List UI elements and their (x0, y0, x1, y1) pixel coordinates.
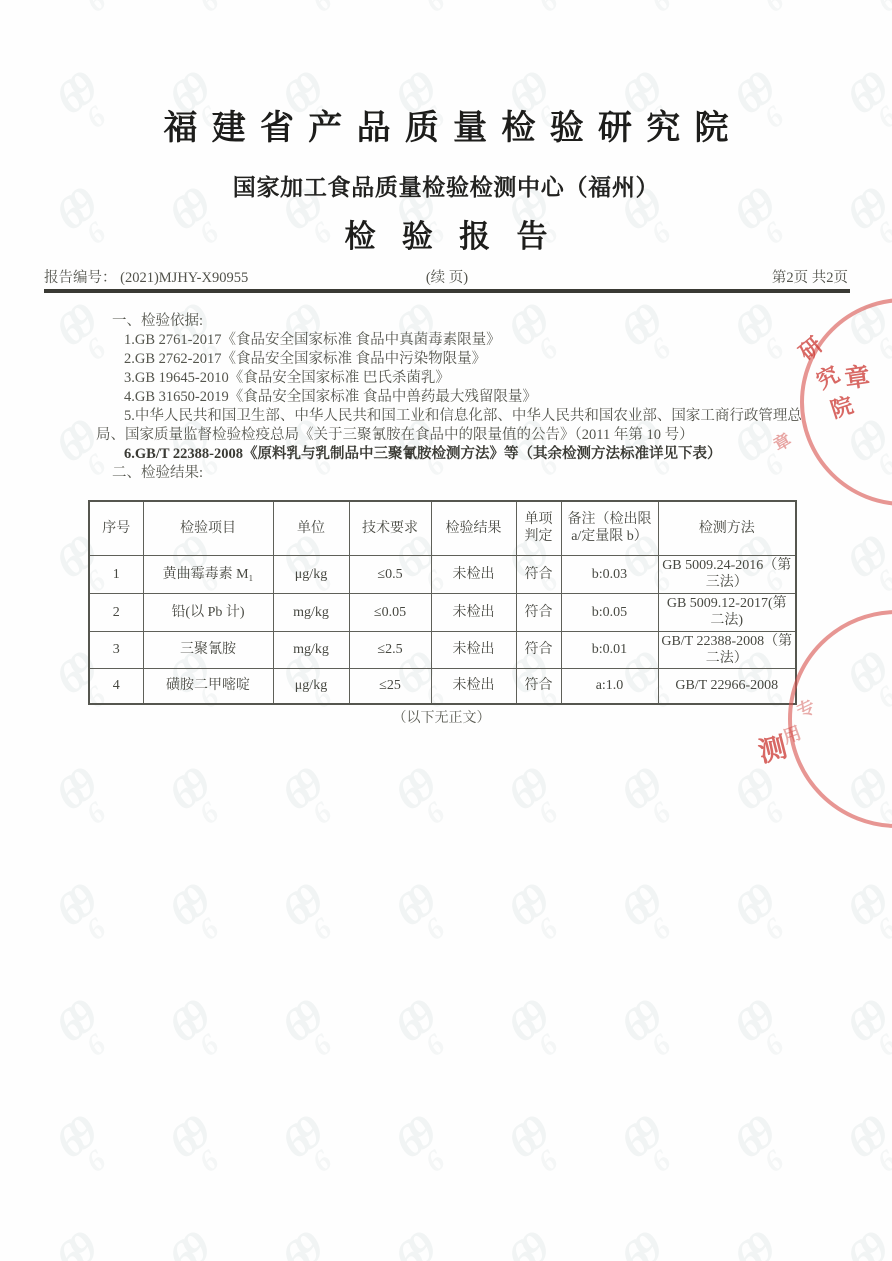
cell-result: 未检出 (431, 631, 516, 668)
cell-item: 三聚氰胺 (143, 631, 273, 668)
cell-unit: μg/kg (273, 555, 349, 593)
cell-method: GB 5009.12-2017(第二法) (658, 593, 796, 631)
doc-title: 检验报告 (344, 219, 574, 254)
center-title: 国家加工食品质量检验检测中心（福州） (232, 175, 660, 200)
col-requirement: 技术要求 (349, 501, 431, 555)
cell-item: 磺胺二甲嘧啶 (143, 668, 273, 704)
basis-item: 2.GB 2762-2017《食品安全国家标准 食品中污染物限量》 (124, 351, 487, 367)
cell-seq: 2 (89, 593, 143, 631)
report-number-label: 报告编号： (44, 270, 117, 286)
header-rule (44, 289, 850, 293)
basis-item: 3.GB 19645-2010《食品安全国家标准 巴氏杀菌乳》 (124, 370, 450, 386)
basis-item: 5.中华人民共和国卫生部、中华人民共和国工业和信息化部、中华人民共和国农业部、国家工商行政管理总局、国家质量监督检验检疫总局《关于三聚氰胺在食品中的限量值的公告》（2011 年第 10 号） (96, 408, 802, 443)
table-row (89, 555, 796, 593)
cell-requirement: ≤25 (349, 668, 431, 704)
meta-row (44, 266, 850, 286)
seal-character: 究 (812, 361, 844, 394)
table-row (89, 668, 796, 704)
cell-method: GB/T 22966-2008 (658, 668, 796, 704)
results-heading: 二、检验结果: (112, 465, 204, 481)
end-of-text-note: （以下无正文） (392, 711, 491, 726)
seal-character: 章 (843, 363, 872, 394)
seal-character: 章 (770, 430, 795, 455)
cell-result: 未检出 (431, 593, 516, 631)
seal-character: 专 (793, 696, 819, 722)
col-method: 检测方法 (658, 501, 796, 555)
cell-result: 未检出 (431, 555, 516, 593)
seal-character: 院 (827, 392, 857, 423)
cell-judgment: 符合 (516, 668, 561, 704)
page-indicator: 第2页 共2页 (771, 270, 848, 286)
cell-unit: mg/kg (273, 593, 349, 631)
cell-seq: 4 (89, 668, 143, 704)
basis-heading: 一、检验依据: (112, 313, 204, 329)
cell-remark: b:0.03 (561, 555, 658, 593)
col-result: 检验结果 (431, 501, 516, 555)
results-table (88, 500, 797, 705)
col-item: 检验项目 (143, 501, 273, 555)
seal-character: 研 (794, 331, 828, 366)
col-unit: 单位 (273, 501, 349, 555)
basis-item: 6.GB/T 22388-2008《原料乳与乳制品中三聚氰胺检测方法》等（其余检测方法标准详见下表） (124, 446, 722, 462)
cell-seq: 3 (89, 631, 143, 668)
cell-remark: b:0.01 (561, 631, 658, 668)
cell-judgment: 符合 (516, 593, 561, 631)
basis-item: 1.GB 2761-2017《食品安全国家标准 食品中真菌毒素限量》 (124, 332, 501, 348)
cell-unit: μg/kg (273, 668, 349, 704)
cell-requirement: ≤0.5 (349, 555, 431, 593)
seal-character: 用 (780, 722, 804, 748)
cell-unit: mg/kg (273, 631, 349, 668)
cell-method: GB 5009.24-2016（第三法） (658, 555, 796, 593)
col-remark: 备注（检出限 a/定量限 b） (561, 501, 658, 555)
cell-remark: b:0.05 (561, 593, 658, 631)
col-judgment: 单项判定 (516, 501, 561, 555)
basis-item: 4.GB 31650-2019《食品安全国家标准 食品中兽药最大残留限量》 (124, 389, 537, 405)
table-row (89, 593, 796, 631)
cell-judgment: 符合 (516, 631, 561, 668)
table-row (89, 631, 796, 668)
cell-requirement: ≤2.5 (349, 631, 431, 668)
continued-note: (续 页) (425, 270, 469, 286)
report-number-value: (2021)MJHY-X90955 (120, 270, 249, 286)
cell-result: 未检出 (431, 668, 516, 704)
cell-seq: 1 (89, 555, 143, 593)
cell-requirement: ≤0.05 (349, 593, 431, 631)
cell-method: GB/T 22388-2008（第二法） (658, 631, 796, 668)
table-header-row (89, 501, 796, 555)
seal-character: 测 (755, 732, 791, 769)
basis-section (96, 312, 802, 483)
org-title: 福建省产品质量检验研究院 (163, 110, 743, 147)
col-seq: 序号 (89, 501, 143, 555)
cell-judgment: 符合 (516, 555, 561, 593)
cell-remark: a:1.0 (561, 668, 658, 704)
cell-item: 铅(以 Pb 计) (143, 593, 273, 631)
cell-item: 黄曲霉毒素 M₁ (143, 555, 273, 593)
